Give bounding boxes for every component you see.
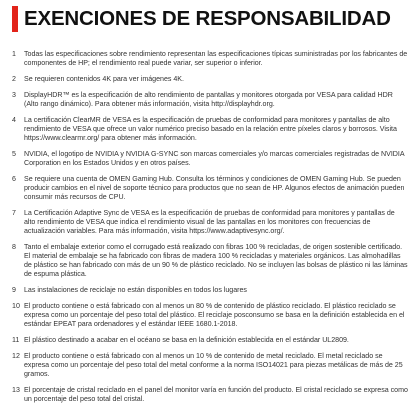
disclaimer-text: Todas las especificaciones sobre rendimiento representan las especificaciones típicas suministradas por los fabricantes de componentes de HP; el rendimiento real puede variar, ser superior o inferior.	[24, 50, 408, 67]
disclaimer-number: 8	[12, 242, 16, 251]
disclaimer-item	[12, 116, 408, 143]
disclaimer-number: 7	[12, 208, 16, 217]
disclaimer-text: Tanto el embalaje exterior como el corrugado está realizado con fibras 100 % recicladas, de origen sostenible certificado. El material de embalaje se ha fabricado con fibras de madera 100 % recicladas y materiales orgánicos. Las almohadillas de plástico se han fabricado con más de un 90 % de plástico reciclado. No se incluyen las bolsas de plástico ni las láminas de espuma plástica.	[24, 242, 408, 278]
disclaimer-item	[12, 286, 408, 295]
disclaimer-text: NVIDIA, el logotipo de NVIDIA y NVIDIA G-SYNC son marcas comerciales y/o marcas comerciales registradas de NVIDIA Corporation en los Estados Unidos y en otros países.	[24, 150, 405, 167]
disclaimer-text: Se requieren contenidos 4K para ver imágenes 4K.	[24, 75, 184, 83]
disclaimer-text: DisplayHDR™ es la especificación de alto rendimiento de pantallas y monitores otorgada por VESA para calidad HDR (Alto rango dinámico). Para obtener más información, visita http://displayhdr.org.	[24, 91, 393, 108]
disclaimer-number: 4	[12, 116, 16, 125]
disclaimer-number: 5	[12, 150, 16, 158]
disclaimer-item	[12, 352, 408, 379]
disclaimer-text: La Certificación Adaptive Sync de VESA es la especificación de pruebas de conformidad para monitores y pantallas de alto rendimiento de VESA que indica el rendimiento visual de las pantallas en los monitores con frecuencias de actualización variables. Para más información, visita https://www.adaptivesync.org/.	[24, 208, 395, 235]
disclaimer-number: 11	[12, 335, 20, 344]
disclaimer-item	[12, 75, 408, 84]
title-accent-bar	[12, 6, 18, 32]
disclaimer-text: Las instalaciones de reciclaje no están disponibles en todos los lugares	[24, 285, 247, 294]
disclaimer-number: 3	[12, 91, 16, 100]
disclaimer-text: El producto contiene o está fabricado con al menos un 80 % de contenido de plástico reciclado. El plástico reciclado se expresa como un porcentaje del peso total del plástico. El reciclaje posconsumo se basa en la definición establecida en el estándar EPEAT para ordenadores y el estándar IEEE 1680.1-2018.	[24, 301, 405, 328]
disclaimer-item	[12, 302, 408, 329]
disclaimer-number: 9	[12, 285, 16, 294]
disclaimer-item	[12, 209, 408, 236]
disclaimer-number: 13	[12, 385, 20, 394]
disclaimer-item	[12, 150, 408, 168]
disclaimer-item	[12, 50, 408, 68]
disclaimer-item	[12, 91, 408, 109]
disclaimer-number: 10	[12, 301, 20, 310]
disclaimer-item	[12, 336, 408, 345]
disclaimer-text: El porcentaje de cristal reciclado en el panel del monitor varía en función del producto. El cristal reciclado se expresa como un porcentaje del peso total del cristal.	[24, 385, 408, 403]
disclaimer-number: 2	[12, 75, 16, 83]
disclaimer-item	[12, 386, 408, 404]
disclaimer-text: El producto contiene o está fabricado con al menos un 10 % de contenido de metal reciclado. El metal reciclado se expresa como un porcentaje del peso total del metal conforme a la norma ISO14021 para piezas metálicas de más de 25 gramos.	[24, 351, 403, 378]
disclaimer-list	[12, 50, 408, 411]
disclaimer-item	[12, 243, 408, 279]
disclaimer-text: La certificación ClearMR de VESA es la especificación de pruebas de conformidad para monitores y pantallas de alto rendimiento de VESA que ofrece un valor numérico preciso basado en la relación entre píxeles claros y borrosos. Visita https://www.clearmr.org/ para obtener más información.	[24, 116, 397, 142]
disclaimer-text: El plástico destinado a acabar en el océano se basa en la definición establecida en el estándar UL2809.	[24, 335, 349, 344]
disclaimer-item	[12, 175, 408, 202]
page-title: EXENCIONES DE RESPONSABILIDAD	[24, 7, 391, 30]
disclaimer-number: 1	[12, 50, 16, 58]
disclaimer-number: 12	[12, 351, 20, 360]
disclaimer-text: Se requiere una cuenta de OMEN Gaming Hub. Consulta los términos y condiciones de OMEN Gaming Hub. Se pueden producir cambios en el nivel de soporte técnico para productos que no sean de HP. Algunos efectos de animación pueden consumir más recursos de CPU.	[24, 175, 405, 201]
disclaimer-number: 6	[12, 175, 16, 183]
